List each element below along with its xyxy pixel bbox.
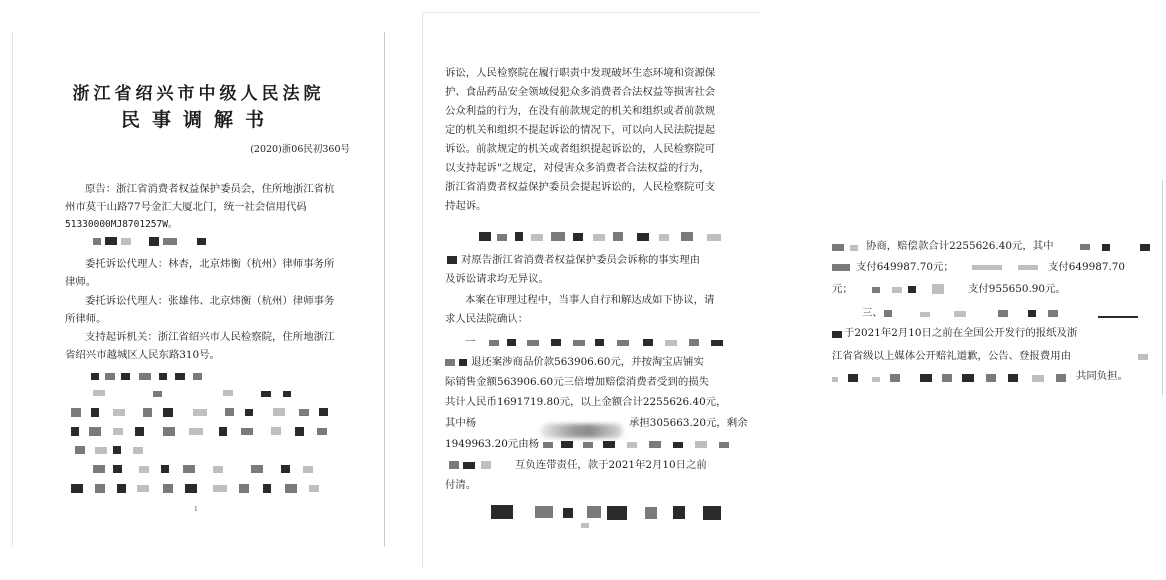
text-line: 诉讼，人民检察院在履行职责中发现破坏生态环境和资源保	[445, 67, 716, 79]
redaction-mosaic	[962, 374, 974, 382]
redaction-mosaic	[986, 374, 996, 382]
redaction-mosaic	[515, 232, 523, 241]
redaction-mosaic	[573, 233, 583, 241]
redaction-mosaic	[479, 232, 491, 241]
text-line: 律师。	[65, 276, 97, 288]
redaction-mosaic	[149, 237, 159, 246]
document-page-3	[822, 180, 1163, 395]
redaction-mosaic	[1080, 244, 1090, 250]
redaction-mosaic	[613, 232, 623, 241]
text-line: 支持起诉机关：浙江省绍兴市人民检察院，住所地浙江	[85, 331, 335, 343]
redaction-mosaic	[445, 359, 455, 366]
redaction-mosaic	[563, 508, 573, 518]
redaction-mosaic	[197, 238, 206, 245]
text-line: 协商，赔偿款合计2255626.40元，其中	[866, 240, 1054, 252]
redaction-mosaic	[719, 442, 729, 448]
redaction-mosaic	[942, 374, 952, 382]
redaction-mosaic	[832, 377, 838, 382]
text-line: 本案在审理过程中，当事人自行和解达成如下协议，请	[465, 294, 715, 306]
text-line: 元；	[832, 283, 853, 295]
redaction-mosaic	[848, 374, 858, 382]
redaction-mosaic	[872, 377, 880, 382]
redaction-mosaic	[603, 441, 615, 448]
text-line: 际销售金额563906.60元三倍增加赔偿消费者受到的损失	[445, 376, 709, 388]
redaction-mosaic	[673, 506, 685, 519]
text-line: 对原告浙江省消费者权益保护委员会诉称的事实理由	[461, 254, 700, 266]
redaction-mosaic	[593, 234, 605, 241]
redaction-mosaic	[711, 340, 723, 346]
redaction-mosaic	[93, 238, 101, 245]
redaction-mosaic	[884, 310, 892, 317]
text-line: 1949963.20元由杨	[445, 438, 539, 450]
text-line: 承担305663.20元，剩余	[629, 417, 748, 429]
redaction-mosaic	[105, 237, 117, 245]
redaction-mosaic	[527, 340, 539, 346]
redaction-mosaic	[920, 312, 930, 317]
page-number: 1	[194, 506, 198, 513]
text-line: 委托诉讼代理人：林杏，北京炜衡（杭州）律师事务所	[85, 258, 335, 270]
text-line: 省绍兴市越城区人民东路310号。	[65, 349, 220, 361]
redaction-mosaic	[627, 442, 637, 448]
document-page-1	[12, 32, 385, 547]
redaction-mosaic	[908, 286, 916, 293]
redaction-mosaic	[463, 462, 475, 469]
redaction-mosaic	[607, 506, 627, 520]
redaction-mosaic	[932, 284, 944, 294]
redaction-mosaic	[998, 310, 1008, 317]
redaction-mosaic	[617, 340, 629, 346]
text-line: 委托诉讼代理人：张雄伟、北京炜衡（杭州）律师事务	[85, 295, 335, 307]
text-line: 原告：浙江省消费者权益保护委员会，住所地浙江省杭	[85, 183, 335, 195]
text-line: 支付649987.70	[1048, 261, 1125, 273]
redaction-mosaic	[551, 232, 565, 241]
text-line: 支付955650.90元。	[968, 283, 1066, 295]
text-line: 于2021年2月10日之前在全国公开发行的报纸及浙	[844, 327, 1078, 339]
redaction-mosaic	[954, 311, 966, 317]
redaction-mosaic	[695, 441, 707, 448]
redaction-mosaic	[489, 340, 499, 346]
redaction-mosaic	[920, 374, 932, 382]
text-line: 以支持起诉"之规定，对侵害众多消费者合法权益的行为，	[445, 162, 710, 174]
text-line: 护、食品药品安全领域侵犯众多消费者合法权益等损害社会	[445, 86, 716, 98]
text-line: 互负连带责任，款于2021年2月10日之前	[515, 459, 707, 471]
text-line: 三、	[862, 307, 883, 319]
text-line: 退还案涉商品价款563906.60元，并按淘宝店铺实	[471, 356, 704, 368]
redaction-mosaic	[583, 442, 593, 448]
redaction-mosaic	[707, 234, 721, 241]
redaction-mosaic	[850, 245, 858, 251]
redaction-mosaic	[535, 506, 553, 518]
redaction-mosaic	[595, 339, 604, 346]
redaction-mosaic	[1028, 310, 1036, 317]
text-line: 所律师。	[65, 313, 107, 325]
text-line: 诉讼。前款规定的机关或者组织提起诉讼的，人民检察院可	[445, 143, 716, 155]
redaction-mosaic	[543, 442, 553, 448]
text-line: 持起诉。	[445, 200, 487, 212]
redaction-mosaic	[507, 339, 516, 346]
court-name: 浙江省绍兴市中级人民法院	[72, 84, 325, 104]
redaction-mosaic	[1048, 310, 1058, 317]
document-page-2	[422, 12, 760, 569]
text-line: 公众利益的行为，在没有前款规定的机关和组织或者前款规	[445, 105, 716, 117]
redaction-mosaic	[121, 238, 131, 245]
text-line: 共计人民币1691719.80元，以上金额合计2255626.40元，	[445, 396, 727, 408]
redaction-mosaic	[645, 507, 657, 519]
redaction-mosaic	[449, 461, 459, 469]
redaction-mosaic	[1102, 244, 1110, 251]
text-line: 付清。	[445, 479, 477, 491]
redaction-mosaic	[890, 374, 900, 382]
redaction-mosaic	[832, 244, 844, 251]
redaction-mosaic	[659, 234, 669, 241]
redaction-mosaic	[1018, 265, 1038, 270]
text-line: 共同负担。	[1076, 370, 1128, 382]
redaction-mosaic	[832, 264, 850, 271]
redaction-mosaic	[497, 234, 507, 241]
redaction-mosaic	[872, 287, 880, 293]
redaction-mosaic	[1138, 354, 1148, 360]
redaction-mosaic	[703, 506, 721, 520]
redaction-mosaic	[587, 506, 601, 518]
redaction-mosaic	[1140, 244, 1150, 251]
document-title: 民事调解书	[120, 109, 276, 131]
text-line: 其中杨	[445, 417, 477, 429]
redaction-mosaic	[1032, 375, 1044, 382]
text-line: 支付649987.70元；	[856, 261, 954, 273]
redaction-mosaic	[643, 339, 653, 346]
redaction-mosaic	[491, 505, 513, 519]
redaction-mosaic	[459, 359, 467, 366]
redaction-mosaic	[581, 523, 589, 528]
redaction-mosaic	[832, 331, 842, 338]
redaction-mosaic	[531, 234, 543, 241]
redaction-mosaic	[551, 339, 561, 346]
redaction-mosaic	[561, 441, 573, 448]
redaction-mosaic	[1056, 374, 1066, 382]
text-line: 及诉讼请求均无异议。	[445, 273, 549, 285]
redaction-mosaic	[637, 233, 649, 241]
redaction-mosaic	[681, 232, 693, 241]
redaction-mosaic	[1098, 316, 1138, 318]
redaction-mosaic	[447, 256, 457, 264]
text-line: 求人民法院确认：	[445, 313, 529, 325]
text-line: 州市莫干山路77号金汇大厦北门，统一社会信用代码	[65, 201, 307, 213]
text-line: 51330000MJ8701257W。	[65, 219, 178, 230]
redaction-mosaic	[972, 265, 1002, 270]
text-line: 江省省级以上媒体公开赔礼道歉，公告、登报费用由	[832, 350, 1071, 362]
redaction-blur	[541, 424, 623, 438]
redaction-mosaic	[1008, 374, 1018, 382]
redaction-mosaic	[573, 340, 585, 346]
redaction-mosaic	[481, 461, 491, 469]
redaction-mosaic	[689, 339, 699, 346]
text-line: 定的机关和组织不提起诉讼的情况下，可以向人民法院提起	[445, 124, 716, 136]
redaction-mosaic	[673, 442, 683, 448]
redaction-mosaic	[892, 287, 902, 293]
text-line: 浙江省消费者权益保护委员会提起诉讼的，人民检察院可支	[445, 181, 716, 193]
redaction-mosaic	[649, 441, 661, 448]
redaction-mosaic	[163, 238, 177, 245]
text-line: 一	[465, 336, 476, 348]
case-number: (2020)浙06民初360号	[250, 144, 350, 155]
redaction-mosaic	[665, 340, 677, 346]
